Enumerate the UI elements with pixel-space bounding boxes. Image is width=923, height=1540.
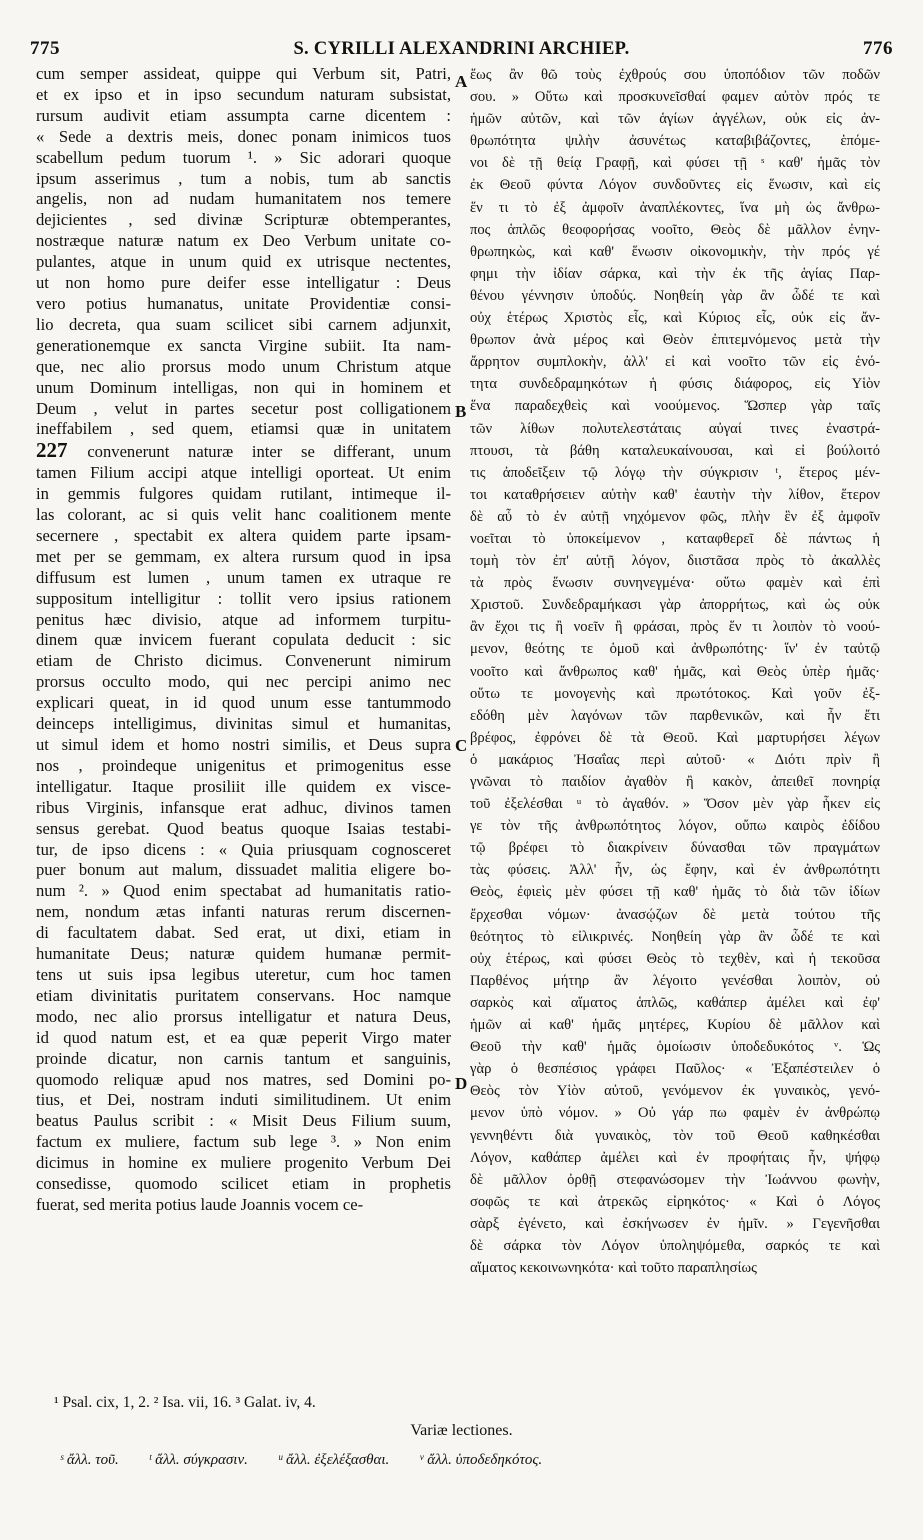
- greek-line: αἵματος κεκοινωνηκότα· καὶ τοῦτο παραπλησίως: [470, 1260, 757, 1277]
- greek-line: θρωπον ἀνὰ μέρος καὶ Θεὸν ἐπιτεμνόμενος μετὰ τὴν: [470, 332, 880, 349]
- variae-lectiones: [60, 1452, 860, 1469]
- latin-line: met per se gemmam, ex altera rursum quod in ipsa: [36, 546, 451, 566]
- greek-line: δὲ σάρκα τὸν Λόγον ὑποληψόμεθα, σαρκός τε καὶ: [470, 1237, 880, 1254]
- greek-line: ἔρχεσθαι νόμων· ἀνασῴζων δὲ μετὰ τούτου τῆς: [470, 906, 880, 923]
- greek-line: Θεὸς τὸν Υἱὸν αὐτοῦ, γενόμενον ἐκ γυναικὸς, γενό-: [470, 1083, 880, 1100]
- page-header: [30, 34, 893, 64]
- greek-line: τητα συνδεδραμηκότων ἡ φύσις διάφορος, εἰς Υἱὸν: [470, 376, 880, 393]
- margin-letter-a: A: [455, 72, 468, 91]
- latin-line: deinceps intelligimus, divinitas simul et humanitas,: [36, 714, 451, 734]
- greek-line: νοεῖται τὸ ὑποκείμενον , καταφθερεῖ δὲ πάντως ἡ: [470, 530, 880, 547]
- greek-line: ἐκ Θεοῦ φύντα Λόγον συνδοῦντες εἰς ἕνωσιν, καὶ εἰς: [470, 177, 880, 194]
- greek-line: τῶν λίθων πολυτελεστάταις αὐγαί τινες ἐναστρά-: [470, 420, 880, 437]
- greek-line: βρέφος, ἐφρόνει δὲ τὰ Θεοῦ. Καὶ μαρτυρήσει λέγων: [470, 729, 880, 746]
- latin-line: et ex ipso et in ipso secundum naturam subsistat,: [36, 84, 451, 104]
- greek-line: οὐχ ἑτέρως Χριστὸς εἷς, καὶ Κύριος εἷς, οὐκ εἰς ἄν-: [470, 310, 880, 327]
- greek-line: θρωπηκὼς, καὶ καθ' ἕνωσιν οἰκονομικὴν, τὴν πρός γέ: [470, 243, 880, 260]
- latin-line: modo, nec alio prorsus intelligatur et natura Deus,: [36, 1006, 451, 1026]
- latin-line: suppositum intelligitur : tollit vero ipsius rationem: [36, 588, 451, 608]
- greek-line: τις ἀποδεῖξειν τῷ λόγῳ τὴν σύγκρισιν ᵗ, ἕτερος μέν-: [470, 464, 880, 481]
- greek-line: σου. » Οὕτω καὶ προσκυνεῖσθαί φαμεν αὐτὸν πρός τε: [470, 89, 880, 106]
- greek-line: δὲ αὖ τὸ ἐν αὐτῇ νηχόμενον φῶς, πλὴν ἓν ἐξ ἀμφοῖν: [470, 508, 880, 525]
- latin-line: dicimus in homine ex muliere progenito Verbum Dei: [36, 1153, 451, 1173]
- greek-line: ἕως ἂν θῶ τοὺς ἐχθρούς σου ὑποπόδιον τῶν ποδῶν: [470, 67, 880, 83]
- latin-line: las colorant, ac si quis velit hanc coalitionem mente: [36, 505, 451, 525]
- right-page-number: 776: [862, 38, 893, 59]
- latin-line: nos , proindeque unigenitus et primogenitus esse: [36, 755, 451, 775]
- latin-line: id quod natum est, et ea quæ peperit Virgo mater: [36, 1027, 451, 1047]
- greek-line: ἂν ἔχοι τις ἢ νοεῖν ἢ φράσαι, πρὸς ἕν τι λοιπὸν τὸ νοού-: [470, 619, 880, 636]
- latin-line: beatus Paulus scribit : « Misit Deus Filium suum,: [36, 1111, 451, 1131]
- greek-line: Χριστοῦ. Συνδεδραμήκασι γὰρ ἀπορρήτως, καὶ ὡς οὐκ: [470, 597, 880, 614]
- latin-line: generationemque ex sancta Virgine subiit. Ita nam-: [36, 335, 451, 355]
- latin-line: rursum audivit etiam assumpta carne dicentem :: [36, 105, 451, 125]
- greek-line: Θεοῦ τὴν καθ' ἡμᾶς ὁμοίωσιν ὑποδεδυκότος ᵛ. Ὡς: [470, 1039, 880, 1056]
- latin-line: tamen Filium accipi atque intelligi oporteat. Ut enim: [36, 463, 451, 483]
- latin-line: diffusum est lumen , unum tamen ex utraque re: [36, 567, 451, 587]
- greek-line: σὰρξ ἐγένετο, καὶ ἐσκήνωσεν ἐν ἡμῖν. » Γεγενῆσθαι: [470, 1215, 880, 1232]
- variae-lectiones-heading: Variæ lectiones.: [410, 1422, 513, 1439]
- latin-line: ribus Virginis, infansque erat adhuc, divinos tamen: [36, 797, 451, 817]
- margin-letter-c: C: [455, 736, 468, 755]
- greek-line: νοοῖτο καὶ ἄνθρωπος καθ' ἡμᾶς, καὶ Θεὸς ὑπὲρ ἡμᾶς·: [470, 663, 880, 680]
- latin-line: secernere , spectabit ex altera quidem parte ipsam-: [36, 525, 451, 545]
- greek-line: ἄρρητον συμπλοκὴν, ἀλλ' εἰ καὶ νοοῖτο τῶν εἰς ἑνό-: [470, 354, 880, 371]
- greek-line: σαρκὸς καὶ αἵματος ἁπλῶς, καθάπερ ἀμέλει καὶ ἐφ': [470, 994, 880, 1011]
- margin-letter-b: B: [455, 402, 467, 421]
- greek-line: πτουσι, τὰ βάθη καταλευκαίνουσαι, καὶ εἰ βούλοιτό: [470, 442, 880, 459]
- greek-line: οὕτω τε μονογενὴς καὶ πρωτότοκος. Καὶ γοῦν ἐξ-: [470, 685, 880, 702]
- latin-line: tius, et Dei, nostram induti similitudinem. Ut enim: [36, 1090, 451, 1110]
- latin-line: vero potius humanatus, unitate Providentiæ consi-: [36, 293, 451, 313]
- greek-line: Παρθένος μήτηρ ἂν λέγοιτο γενέσθαι λοιπὸν, οὐ: [470, 972, 880, 989]
- latin-line: humanitate Deus; naturæ quidem humanæ permit-: [36, 944, 451, 964]
- latin-line: etiam divinitatis puritatem conservans. Hoc namque: [36, 985, 451, 1005]
- greek-line: γεννηθέντι διὰ γυναικὸς, τὸν τοῦ Θεοῦ καθηκέσθαι: [470, 1127, 880, 1144]
- latin-line: ut non homo pure deifer esse intelligatur : Deus: [36, 273, 451, 293]
- latin-line: di facultatem dabat. Sed erat, ut dixi, etiam in: [36, 923, 451, 943]
- greek-line: γε τὸν τῆς ἀνθρωπότητος λόγον, οὔπω καιρὸς ἐδίδου: [470, 818, 880, 835]
- latin-line: factum ex muliere, factum sub lege ³. » Non enim: [36, 1132, 451, 1152]
- latin-line: scabellum pedum tuorum ¹. » Sic adorari quoque: [36, 147, 451, 167]
- greek-line: Θεὸς, ἐφιεὶς μὲν φύσει τῇ καθ' ἡμᾶς τὸ διὰ τῶν ἰδίων: [470, 884, 880, 901]
- greek-line: δὲ μᾶλλον ὀρθῇ στεφανώσομεν τὴν Ἰωάννου φωνὴν,: [470, 1171, 880, 1188]
- variant-reading: ˢ ἄλλ. τοῦ.: [60, 1452, 119, 1468]
- latin-line: nem, nondum ætas infanti naturas rerum discernen-: [36, 902, 451, 922]
- latin-line: nostræque naturæ natum ex Deo Verbum unitate co-: [36, 231, 451, 251]
- latin-line: explicari queat, in id quod unum esse tantummodo: [36, 693, 451, 713]
- greek-line: εδόθη μὲν λαγόνων τῶν παρθενικῶν, καὶ ἦν ἔτι: [470, 707, 880, 724]
- greek-line: ἕνα παραδεχθεὶς καὶ νοούμενος. Ὥσπερ γὰρ ταῖς: [470, 398, 880, 415]
- latin-line: etiam de Christo dicimus. Convenerunt nimirum: [36, 651, 451, 671]
- latin-line: dinem quæ invicem fuerant copulata deducit : sic: [36, 630, 451, 650]
- latin-line: tens ut suis ipsa legibus uteretur, cum hoc tamen: [36, 964, 451, 984]
- latin-line: in gemmis fulgores quidam rutilant, intimeque il-: [36, 484, 451, 504]
- latin-line: pulantes, atque in unum quid ex utrisque nectentes,: [36, 252, 451, 272]
- latin-line: ipsum asserimus , tum a nobis, tum ab sanctis: [36, 168, 451, 188]
- greek-line: ὁ μακάριος Ἠσαΐας περὶ αὐτοῦ· « Διότι πρὶν ἢ: [470, 751, 880, 768]
- greek-line: πος ἁπλῶς θεοφορήσας νοοῖτο, Θεὸς δὲ μᾶλλον ἐνην-: [470, 221, 880, 238]
- latin-line: consedisse, quomodo scilicet etiam in prophetis: [36, 1174, 451, 1194]
- latin-line: ut simul idem et homo nostri similis, et Deus supra: [36, 735, 451, 754]
- greek-line: τὰς φύσεις. Ἀλλ' ἦν, ὡς ἔφην, καὶ ἐν ἀνθρωπότητι: [470, 862, 880, 879]
- greek-line: φημι τὴν ἰδίαν σάρκα, καὶ τὴν ἐκ τῆς ἁγίας Παρ-: [470, 265, 880, 282]
- greek-line: τοῦ ἐξελέσθαι ᵘ τὸ ἀγαθόν. » Ὅσον μὲν γὰρ ἧκεν εἰς: [470, 796, 880, 813]
- latin-line: sensus gerebat. Quod beatus quoque Isaias testabi-: [36, 818, 451, 838]
- latin-line: tur, de ipso dicens : « Quia priusquam cognosceret: [36, 839, 451, 859]
- greek-line: νοι δὲ τῇ θείᾳ Γραφῇ, καὶ φύσει τῇ ˢ καθ' ἡμᾶς τὸν: [470, 155, 880, 172]
- latin-line: angelis, non ad nudam humanitatem nos temere: [36, 189, 451, 209]
- greek-line: τῷ βρέφει τὸ διακρίνειν δύνασθαι τῶν πραγμάτων: [470, 840, 880, 857]
- greek-line: θεότητος τὸ εἰλικρινές. Νοηθείη γὰρ ἂν ὧδέ τε καὶ: [470, 928, 880, 945]
- latin-line: quomodo reliquæ apud nos matres, sed Domini po-: [36, 1069, 451, 1089]
- greek-line: τοι καταθρήσειεν αὐτὴν καθ' ἑαυτὴν τὴν λίθον, ἕτερον: [470, 486, 880, 503]
- greek-column: [470, 64, 880, 1389]
- latin-line: cum semper assideat, quippe qui Verbum sit, Patri,: [36, 64, 451, 83]
- column-number: 227: [36, 438, 88, 463]
- greek-line: ἕν τι τὸ ἐξ ἀμφοῖν ἀναπλέκοντες, ἵνα μὴ ὡς ἄνθρω-: [470, 199, 880, 216]
- footnotes: ¹ Psal. cix, 1, 2. ² Isa. vii, 16. ³ Galat. iv, 4.: [54, 1394, 316, 1411]
- latin-line: 227 convenerunt naturæ inter se differant, unum: [36, 438, 451, 463]
- latin-line: intelligatur. Itaque prosiliit ille quidem ex visce-: [36, 776, 451, 796]
- margin-letter-d: D: [455, 1074, 468, 1093]
- greek-line: οὐχ ἑτέρως, καὶ φύσει Θεὸς τὸ τεχθὲν, καὶ ἡ τεκοῦσα: [470, 950, 880, 967]
- variant-reading: ᵗ ἄλλ. σύγκρασιν.: [148, 1452, 248, 1468]
- greek-line: ἡμῶν αἱ καθ' ἡμᾶς μητέρες, Κυρίου δὲ μᾶλλον καὶ: [470, 1017, 880, 1034]
- latin-line: que, nec alio prorsus modo unum Christum atque: [36, 356, 451, 376]
- latin-line: unum Dominum intelligas, non qui in hominem et: [36, 377, 451, 397]
- latin-line: « Sede a dextris meis, donec ponam inimicos tuos: [36, 126, 451, 146]
- latin-line: prorsus occulto modo, qui nec percipi animo nec: [36, 672, 451, 692]
- latin-line: puer bonum aut malum, dissuadet malitia eligere bo-: [36, 860, 451, 880]
- greek-line: θρωπότητα ψιλὴν ἀσυνέτως καταβιβάζοντες, ἑπόμε-: [470, 133, 880, 150]
- latin-column: [36, 64, 451, 1389]
- left-page-number: 775: [30, 38, 60, 59]
- latin-line: proinde dicatur, non carnis tantum et sanguinis,: [36, 1048, 451, 1068]
- latin-line: ineffabilem , sed quem, etiamsi quæ in unitatem: [36, 419, 451, 439]
- greek-line: ἡμῶν αὐτῶν, καὶ τῶν ἁγίων ἀγγέλων, οὐκ εἰς ἀν-: [470, 111, 880, 128]
- running-title: S. CYRILLI ALEXANDRINI ARCHIEP.: [293, 38, 630, 59]
- greek-line: Λόγον, καθάπερ ἀμέλει καὶ ἐν προφήταις ἦν, ψήφῳ: [470, 1149, 880, 1166]
- latin-line: Deum , velut in partes secetur post colligationem: [36, 398, 451, 418]
- greek-line: τὰ πρὸς ἕνωσιν συνηνεγμένα· οὕτω φαμὲν καὶ ἐπὶ: [470, 575, 880, 592]
- greek-line: γὰρ ὁ θεσπέσιος γράφει Παῦλος· « Ἐξαπέστειλεν ὁ: [470, 1061, 880, 1078]
- greek-line: θένου γέννησιν ὑποδύς. Νοηθείη γὰρ ἂν ὧδέ τε καὶ: [470, 287, 880, 304]
- greek-line: μενον ὑπὸ νόμον. » Οὐ γάρ πω φαμὲν ἐν ἀνθρώπῳ: [470, 1105, 880, 1122]
- greek-line: μενον, θεότης τε ὁμοῦ καὶ ἀνθρωπότης· ἵν' ἐν ταὐτῷ: [470, 641, 880, 658]
- latin-line: fuerat, sed merita potius laude Joannis vocem ce-: [36, 1194, 364, 1214]
- latin-line: num ². » Quod enim spectabat ad humanitatis ratio-: [36, 881, 451, 901]
- greek-line: γνῶναι τὸ παιδίον ἀγαθὸν ἢ κακὸν, ἀπειθεῖ πονηρίᾳ: [470, 774, 880, 790]
- variant-reading: ᵛ ἄλλ. ὑποδεδηκότος.: [419, 1452, 543, 1468]
- latin-line: dejicientes , sed divinæ Scripturæ obtemperantes,: [36, 210, 451, 230]
- latin-line: lio decreta, qua suam scilicet sibi carnem adjunxit,: [36, 314, 451, 334]
- variant-reading: ᵘ ἄλλ. ἐξελέξασθαι.: [277, 1452, 390, 1468]
- latin-line: penitus hæc divisio, atque ad informem turpitu-: [36, 609, 451, 629]
- greek-line: σοφῶς τε καὶ ἀτρεκῶς εἰρηκότος· « Καὶ ὁ Λόγος: [470, 1193, 880, 1210]
- greek-line: τομὴ τὸν ἐπ' αὐτῇ λόγον, διιστᾶσα πρὸς τὸ ἀκαλλὲς: [470, 553, 880, 570]
